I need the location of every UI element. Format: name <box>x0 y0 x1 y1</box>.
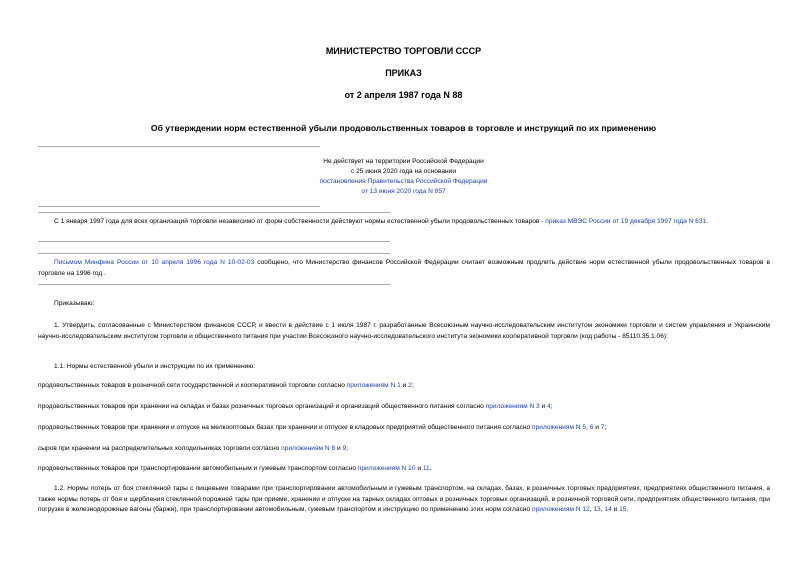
list-item <box>38 444 770 455</box>
status-note-line: с 25 июня 2020 года на основании <box>350 168 457 175</box>
list-item-text: сыров при хранении на распределительных холодильниках торговли согласно <box>38 445 282 452</box>
status-note <box>0 157 807 197</box>
paragraph-text: С 1 января 1997 года для всех организаций торговли независимо от форм собственности действуют нормы естественной убыли продовольственных товаров - <box>54 218 546 225</box>
separator: , <box>589 506 594 513</box>
validity-paragraph <box>38 217 770 228</box>
item-1-2-paragraph <box>38 484 770 516</box>
divider <box>38 241 390 242</box>
government-decree-date-link[interactable]: от 13 июня 2020 года N 857 <box>361 188 446 195</box>
separator: и <box>400 382 409 389</box>
appendix-link[interactable]: 6 <box>589 424 594 431</box>
appendix-link[interactable]: приложениям N 1 <box>346 382 401 389</box>
divider <box>38 212 390 213</box>
government-decree-link[interactable]: постановления Правительства Российской Федерации <box>319 178 488 185</box>
appendix-link[interactable]: 7 <box>600 424 605 431</box>
separator: и <box>593 424 601 431</box>
list-item-text: продовольственных товаров при хранении на складах и базах розничных торговых организаций и организаций общественного питания согласно <box>38 403 486 410</box>
list-item-end: ; <box>604 424 607 431</box>
separator: и <box>539 403 548 410</box>
appendix-link[interactable]: 9 <box>342 445 347 452</box>
list-item-end: ; <box>550 403 553 410</box>
ministry-heading: МИНИСТЕРСТВО ТОРГОВЛИ СССР <box>325 46 482 56</box>
appendix-link[interactable]: 2 <box>408 382 412 389</box>
document-type-heading: ПРИКАЗ <box>385 68 422 78</box>
document-date-heading: от 2 апреля 1987 года N 88 <box>344 90 463 100</box>
separator: и <box>335 445 343 452</box>
appendix-link[interactable]: приложениям N 8 <box>281 445 336 452</box>
separator: , <box>586 424 590 431</box>
item-1-paragraph: 1. Утвердить, согласованные с Министерством финансов СССР, и ввести в действие с 1 июля 1987 г. разработанные Всесоюзным научно-исследовательским институтом экономики торговли и систем управления и Украинским научно-исследовательским институтом торговли и общественного питания при участии Всесоюзного научно-исследовательского института экономики кооперативной торговли (код работы - 85110.35.1.06): <box>38 322 770 340</box>
divider <box>38 253 390 254</box>
appendix-link[interactable]: 11 <box>422 465 430 472</box>
divider <box>38 146 320 147</box>
status-note-line: Не действует на территории Российской Федерации <box>323 158 484 165</box>
appendix-link[interactable]: приложениям N 3 <box>485 403 540 410</box>
minfin-paragraph <box>38 258 770 279</box>
list-item-end: . <box>429 465 432 472</box>
item-1-1-paragraph: 1.1. Нормы естественной убыли и инструкции по их применению: <box>54 363 256 370</box>
list-item <box>38 381 770 392</box>
appendix-link[interactable]: 4 <box>547 403 551 410</box>
list-item-end: ; <box>411 382 414 389</box>
appendix-link[interactable]: приложениям N 12 <box>532 506 590 513</box>
separator: , <box>600 506 605 513</box>
separator: и <box>611 506 620 513</box>
list-item-text: продовольственных товаров при транспортировании автомобильным и гужевым транспортом согласно <box>38 465 358 472</box>
order-word: Приказываю: <box>54 300 95 307</box>
list-item <box>38 402 770 413</box>
appendix-link[interactable]: 14 <box>604 506 612 513</box>
mves-order-link[interactable]: приказ МВЭС России от 19 декабря 1997 года N 631 <box>545 218 707 225</box>
appendix-link[interactable]: 15 <box>619 506 627 513</box>
list-item <box>38 423 770 434</box>
paragraph-end: . <box>706 218 709 225</box>
paragraph-text: 1.2. Нормы потерь от боя стеклянной тары с пищевыми товарами при транспортировании автомобильным и гужевым транспортом, на складах, базах, в розничных торговых предприятиях, предприятиях общественного питания, а также нормы потерь от боя и щербления стеклянной порожней тары при приеме, хранении и отпуске на тарных складах оптовых и розничных торговых организаций, в розничной торговой сети, предприятиях общественного питания, при погрузке в железнодорожные вагоны (баржи), при транспортировании автомобильным, гужевым транспортом и инструкцию по применению этих норм согласно <box>38 485 770 513</box>
minfin-letter-link[interactable]: Письмом Минфина России от 10 апреля 1996 года N 10-02-03 <box>54 259 255 266</box>
paragraph-text: сообщено, что Министерство финансов Российской Федерации считает возможным продлить действие норм естественной убыли продовольственных товаров в торговле на 1996 год . <box>38 259 770 277</box>
document-title: Об утверждении норм естественной убыли продовольственных товаров в торговле и инструкций по их применению <box>150 123 657 133</box>
separator: и <box>415 465 423 472</box>
divider <box>38 206 320 207</box>
appendix-link[interactable]: приложениям N 10 <box>357 465 416 472</box>
list-item <box>38 464 770 475</box>
appendix-link[interactable]: 13 <box>593 506 601 513</box>
list-item-end: ; <box>346 445 349 452</box>
paragraph-end: . <box>626 506 629 513</box>
appendix-link[interactable]: приложениям N 5 <box>532 424 587 431</box>
divider <box>38 284 390 285</box>
list-item-text: продовольственных товаров в розничной сети государственной и кооперативной торговли согласно <box>38 382 347 389</box>
list-item-text: продовольственных товаров при хранении и отпуске на мелкооптовых базах при хранении и отпуске в кладовых предприятий общественного питания согласно <box>38 424 533 431</box>
